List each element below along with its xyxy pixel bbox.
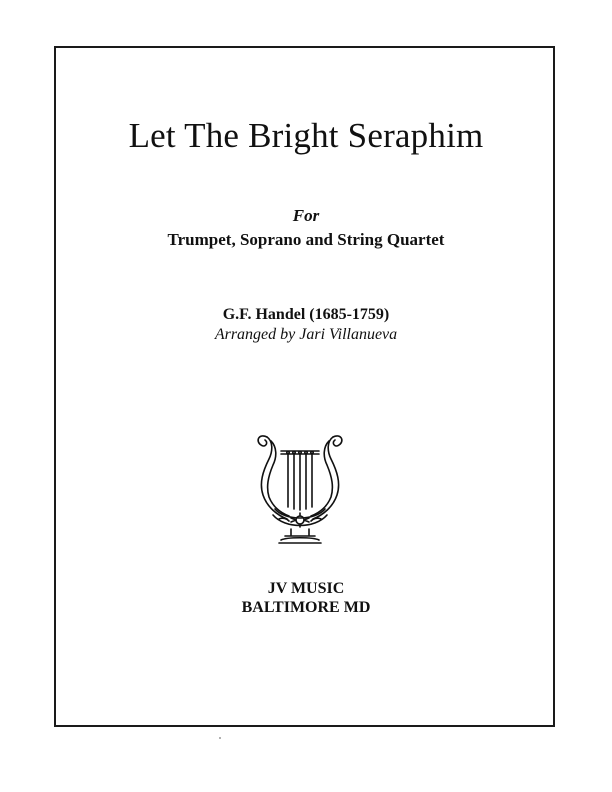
publisher-name: JV MUSIC — [267, 580, 345, 597]
instrumentation: Trumpet, Soprano and String Quartet — [167, 230, 445, 249]
paper-speck — [219, 737, 221, 739]
for-label: For — [292, 206, 320, 225]
publisher-city: BALTIMORE MD — [241, 599, 371, 616]
composer-credit: G.F. Handel (1685-1759) — [222, 306, 390, 323]
lyre-icon — [251, 429, 349, 551]
arranger-credit: Arranged by Jari Villanueva — [214, 326, 398, 343]
score-title: Let The Bright Seraphim — [128, 116, 484, 155]
